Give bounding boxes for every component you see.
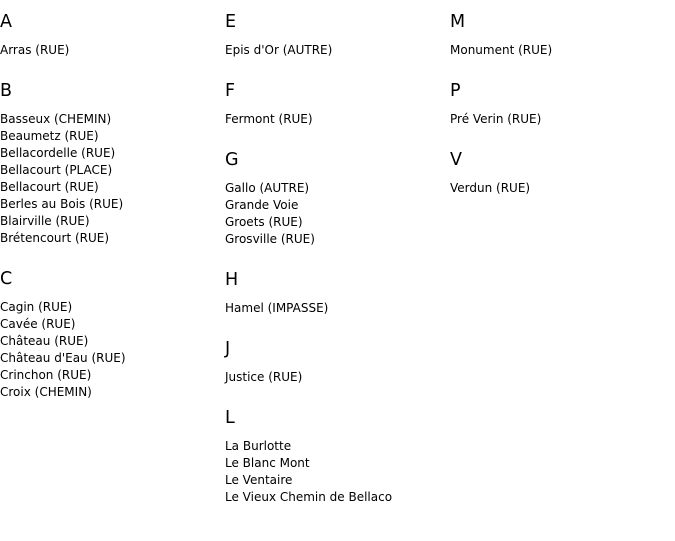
letter-heading: J <box>225 339 231 359</box>
letter-heading: E <box>225 12 237 32</box>
group-spacer <box>450 128 675 138</box>
street-link[interactable]: Bellacourt (PLACE) <box>0 163 113 177</box>
street-link[interactable]: Justice (RUE) <box>225 370 303 384</box>
group-spacer <box>450 197 675 207</box>
group-spacer <box>225 386 450 396</box>
letter-group-m <box>450 0 675 69</box>
street-link[interactable]: Fermont (RUE) <box>225 112 313 126</box>
street-list <box>0 32 225 59</box>
street-link[interactable]: Basseux (CHEMIN) <box>0 112 112 126</box>
street-link[interactable]: Gallo (AUTRE) <box>225 181 310 195</box>
group-spacer <box>225 128 450 138</box>
letter-heading: A <box>0 12 12 32</box>
street-list <box>225 170 450 248</box>
street-list <box>450 170 675 197</box>
street-link[interactable]: Epis d'Or (AUTRE) <box>225 43 333 57</box>
street-link[interactable]: Hamel (IMPASSE) <box>225 301 329 315</box>
letter-heading: M <box>450 12 466 32</box>
group-spacer <box>225 59 450 69</box>
column-1 <box>0 0 225 411</box>
street-link[interactable]: Bellacourt (RUE) <box>0 180 99 194</box>
street-link[interactable]: Grande Voie <box>225 198 299 212</box>
column-3 <box>450 0 675 207</box>
letter-heading: G <box>225 150 239 170</box>
street-list <box>450 101 675 128</box>
group-spacer <box>225 506 450 516</box>
street-link[interactable]: Beaumetz (RUE) <box>0 129 99 143</box>
group-spacer <box>225 248 450 258</box>
letter-group-v <box>450 138 675 207</box>
street-list <box>225 101 450 128</box>
letter-heading: P <box>450 81 461 101</box>
street-link[interactable]: Berles au Bois (RUE) <box>0 197 124 211</box>
street-link[interactable]: Monument (RUE) <box>450 43 553 57</box>
letter-heading: B <box>0 81 13 101</box>
street-list <box>450 32 675 59</box>
letter-heading: L <box>225 408 235 428</box>
letter-group-c <box>0 257 225 411</box>
letter-group-e <box>225 0 450 69</box>
letter-group-g <box>225 138 450 258</box>
letter-group-b <box>0 69 225 257</box>
street-link[interactable]: Croix (CHEMIN) <box>0 385 92 399</box>
street-link[interactable]: Grosville (RUE) <box>225 232 315 246</box>
letter-group-a <box>0 0 225 69</box>
letter-heading: F <box>225 81 236 101</box>
street-link[interactable]: Château d'Eau (RUE) <box>0 351 126 365</box>
street-list <box>225 428 450 506</box>
letter-heading: V <box>450 150 462 170</box>
street-link[interactable]: Verdun (RUE) <box>450 181 531 195</box>
street-link[interactable]: Brétencourt (RUE) <box>0 231 110 245</box>
group-spacer <box>450 59 675 69</box>
street-link[interactable]: Pré Verin (RUE) <box>450 112 542 126</box>
group-spacer <box>0 59 225 69</box>
street-link[interactable]: Le Vieux Chemin de Bellaco <box>225 490 393 504</box>
street-list <box>0 101 225 247</box>
street-link[interactable]: Le Ventaire <box>225 473 293 487</box>
letter-group-f <box>225 69 450 138</box>
street-list <box>225 32 450 59</box>
street-link[interactable]: Bellacordelle (RUE) <box>0 146 116 160</box>
group-spacer <box>225 317 450 327</box>
letter-group-l <box>225 396 450 516</box>
letter-group-p <box>450 69 675 138</box>
letter-group-j <box>225 327 450 396</box>
letter-group-h <box>225 258 450 327</box>
street-link[interactable]: Blairville (RUE) <box>0 214 90 228</box>
letter-heading: C <box>0 269 13 289</box>
group-spacer <box>0 247 225 257</box>
group-spacer <box>0 401 225 411</box>
street-link[interactable]: Cavée (RUE) <box>0 317 76 331</box>
street-link[interactable]: Arras (RUE) <box>0 43 70 57</box>
street-link[interactable]: La Burlotte <box>225 439 292 453</box>
street-list <box>225 290 450 317</box>
letter-heading: H <box>225 270 239 290</box>
street-list <box>225 359 450 386</box>
street-link[interactable]: Groets (RUE) <box>225 215 303 229</box>
street-link[interactable]: Cagin (RUE) <box>0 300 73 314</box>
column-2 <box>225 0 450 516</box>
street-link[interactable]: Crinchon (RUE) <box>0 368 92 382</box>
street-link[interactable]: Le Blanc Mont <box>225 456 310 470</box>
street-link[interactable]: Château (RUE) <box>0 334 89 348</box>
street-list <box>0 289 225 401</box>
